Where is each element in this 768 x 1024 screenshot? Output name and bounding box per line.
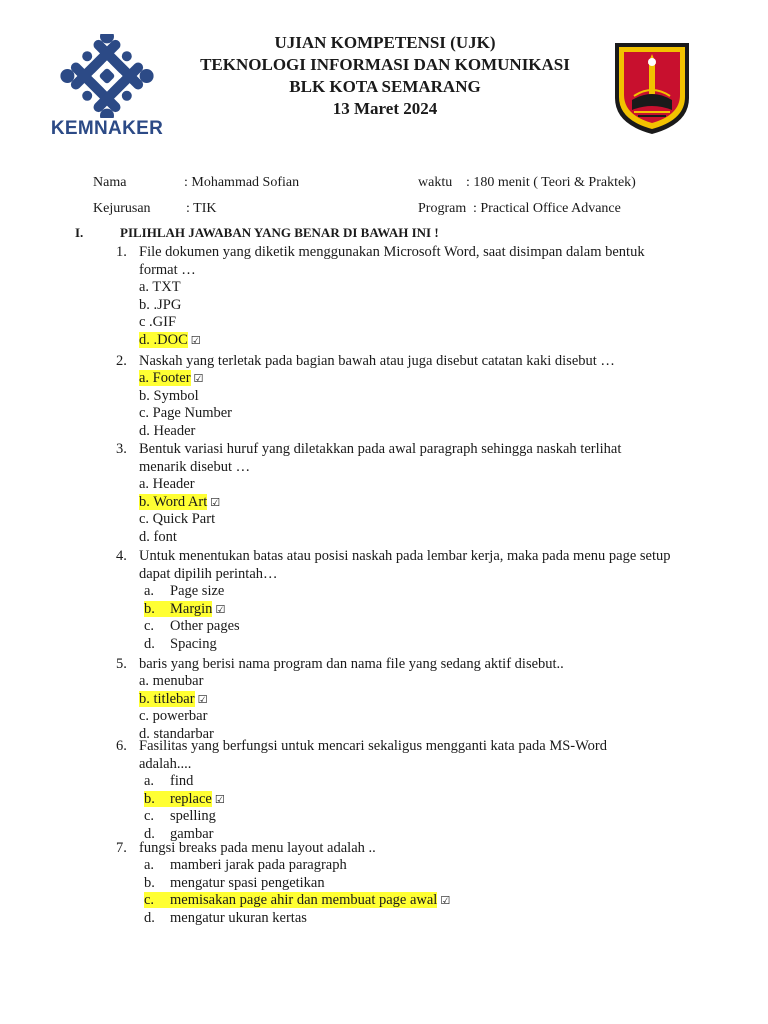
checkbox-checked-icon: ☑ [215, 602, 226, 616]
option-letter: c. [144, 808, 155, 824]
answer-option [144, 857, 659, 875]
answer-option [139, 279, 649, 297]
kemnaker-emblem-icon [40, 34, 174, 118]
option-text: c .GIF [139, 314, 177, 330]
answer-option [139, 494, 639, 512]
section-number: I. [75, 225, 84, 240]
checkbox-checked-icon: ☑ [210, 495, 221, 509]
option-text: c. powerbar [139, 708, 208, 724]
question-text: Bentuk variasi huruf yang diletakkan pada awal paragraph sehingga naskah terlihat menarik disebut … [139, 441, 622, 475]
answer-option [139, 476, 639, 494]
option-text: Other pages [170, 618, 240, 634]
option-text: a. Footer [139, 370, 191, 386]
answer-option [144, 791, 629, 809]
answer-option [139, 388, 659, 406]
option-letter: a. [144, 773, 155, 789]
answer-option [139, 708, 659, 726]
option-text: Margin [170, 600, 213, 617]
answer-option [139, 405, 659, 423]
nama-value: : Mohammad Sofian [184, 175, 300, 190]
answer-option [144, 892, 659, 910]
question-number: 6. [116, 738, 127, 754]
kemnaker-logo-text: KEMNAKER [50, 118, 164, 139]
question-item [116, 243, 649, 349]
question-text: Naskah yang terletak pada bagian bawah atau juga disebut catatan kaki disebut … [139, 353, 615, 369]
answer-option [139, 297, 649, 315]
document-header [170, 32, 600, 120]
answer-option [144, 910, 659, 928]
question-number: 5. [116, 656, 127, 672]
answer-option [144, 636, 679, 654]
checkbox-checked-icon: ☑ [197, 692, 208, 706]
option-text: a. TXT [139, 279, 181, 295]
waktu-label: waktu [418, 175, 453, 190]
option-text: replace [170, 790, 212, 807]
option-text: memisakan page ahir dan membuat page awal [170, 892, 438, 908]
option-letter: d. [144, 825, 155, 842]
question-number: 7. [116, 840, 127, 856]
answer-option [144, 875, 659, 893]
kejurusan-label: Kejurusan [93, 201, 151, 216]
question-item [116, 655, 659, 743]
question-number: 3. [116, 441, 127, 457]
program-value: : Practical Office Advance [473, 201, 621, 216]
checkbox-checked-icon: ☑ [190, 333, 201, 347]
option-letter: d. [144, 635, 155, 652]
answer-option [139, 314, 649, 332]
option-text: a. menubar [139, 673, 204, 689]
answer-option [139, 370, 659, 388]
option-letter: d. [144, 909, 155, 926]
option-letter: b. [144, 600, 155, 617]
question-text: Fasilitas yang berfungsi untuk mencari sekaligus mengganti kata pada MS-Word adalah.... [139, 738, 607, 772]
option-letter: b. [144, 790, 155, 807]
program-label: Program [418, 201, 467, 216]
question-item [116, 547, 679, 653]
answer-option [139, 511, 639, 529]
checkbox-checked-icon: ☑ [214, 792, 225, 806]
option-text: b. Word Art [139, 493, 208, 510]
option-text: b. .JPG [139, 296, 182, 313]
section-title: PILIHLAH JAWABAN YANG BENAR DI BAWAH INI ! [120, 225, 439, 240]
waktu-value: : 180 menit ( Teori & Praktek) [466, 175, 636, 190]
option-letter: a. [144, 857, 155, 873]
question-text: Untuk menentukan batas atau posisi naskah pada lembar kerja, maka pada menu page setup dapat dipilih perintah… [139, 548, 671, 582]
answer-option [144, 583, 679, 601]
question-text: fungsi breaks pada menu layout adalah .. [139, 840, 376, 856]
answer-option [139, 673, 659, 691]
option-text: gambar [170, 825, 214, 842]
question-number: 4. [116, 548, 127, 564]
option-text: d. .DOC [139, 331, 188, 348]
question-item [116, 737, 629, 843]
header-line-3: BLK KOTA SEMARANG [289, 77, 481, 96]
option-text: c. Page Number [139, 405, 233, 421]
option-text: mengatur ukuran kertas [170, 909, 307, 926]
question-item [116, 352, 659, 440]
option-text: mengatur spasi pengetikan [170, 874, 325, 891]
section-heading [75, 225, 439, 241]
header-date: 13 Maret 2024 [332, 99, 438, 118]
question-item [116, 839, 659, 927]
question-number: 1. [116, 244, 127, 260]
option-text: d. Header [139, 422, 196, 439]
question-text: baris yang berisi nama program dan nama file yang sedang aktif disebut.. [139, 656, 564, 672]
option-text: d. standarbar [139, 725, 214, 742]
kemnaker-logo [40, 34, 174, 139]
option-text: b. titlebar [139, 690, 195, 707]
checkbox-checked-icon: ☑ [440, 894, 451, 907]
answer-option [139, 691, 659, 709]
answer-option [144, 618, 679, 636]
option-text: c. Quick Part [139, 511, 216, 527]
answer-option [144, 773, 629, 791]
kejurusan-value: : TIK [186, 201, 217, 216]
question-number: 2. [116, 353, 127, 369]
answer-option [144, 808, 629, 826]
option-text: a. Header [139, 476, 195, 492]
question-item [116, 440, 639, 546]
option-text: Page size [170, 583, 225, 599]
semarang-seal-logo [612, 40, 692, 136]
question-text: File dokumen yang diketik menggunakan Microsoft Word, saat disimpan dalam bentuk format … [139, 244, 645, 278]
answer-option [139, 332, 649, 350]
option-letter: b. [144, 874, 155, 891]
option-text: mamberi jarak pada paragraph [170, 857, 347, 873]
checkbox-checked-icon: ☑ [193, 372, 204, 385]
semarang-shield-icon [612, 40, 692, 136]
answer-option [139, 529, 639, 547]
header-line-2: TEKNOLOGI INFORMASI DAN KOMUNIKASI [200, 55, 570, 74]
option-text: b. Symbol [139, 387, 199, 404]
option-text: spelling [170, 808, 216, 824]
option-letter: c. [144, 618, 155, 634]
option-text: Spacing [170, 635, 217, 652]
header-line-1: UJIAN KOMPETENSI (UJK) [274, 33, 496, 52]
option-letter: a. [144, 583, 155, 599]
option-letter: c. [144, 892, 155, 908]
nama-label: Nama [93, 175, 127, 190]
option-text: find [170, 773, 194, 789]
answer-option [139, 423, 659, 441]
answer-option [144, 601, 679, 619]
option-text: d. font [139, 528, 177, 545]
